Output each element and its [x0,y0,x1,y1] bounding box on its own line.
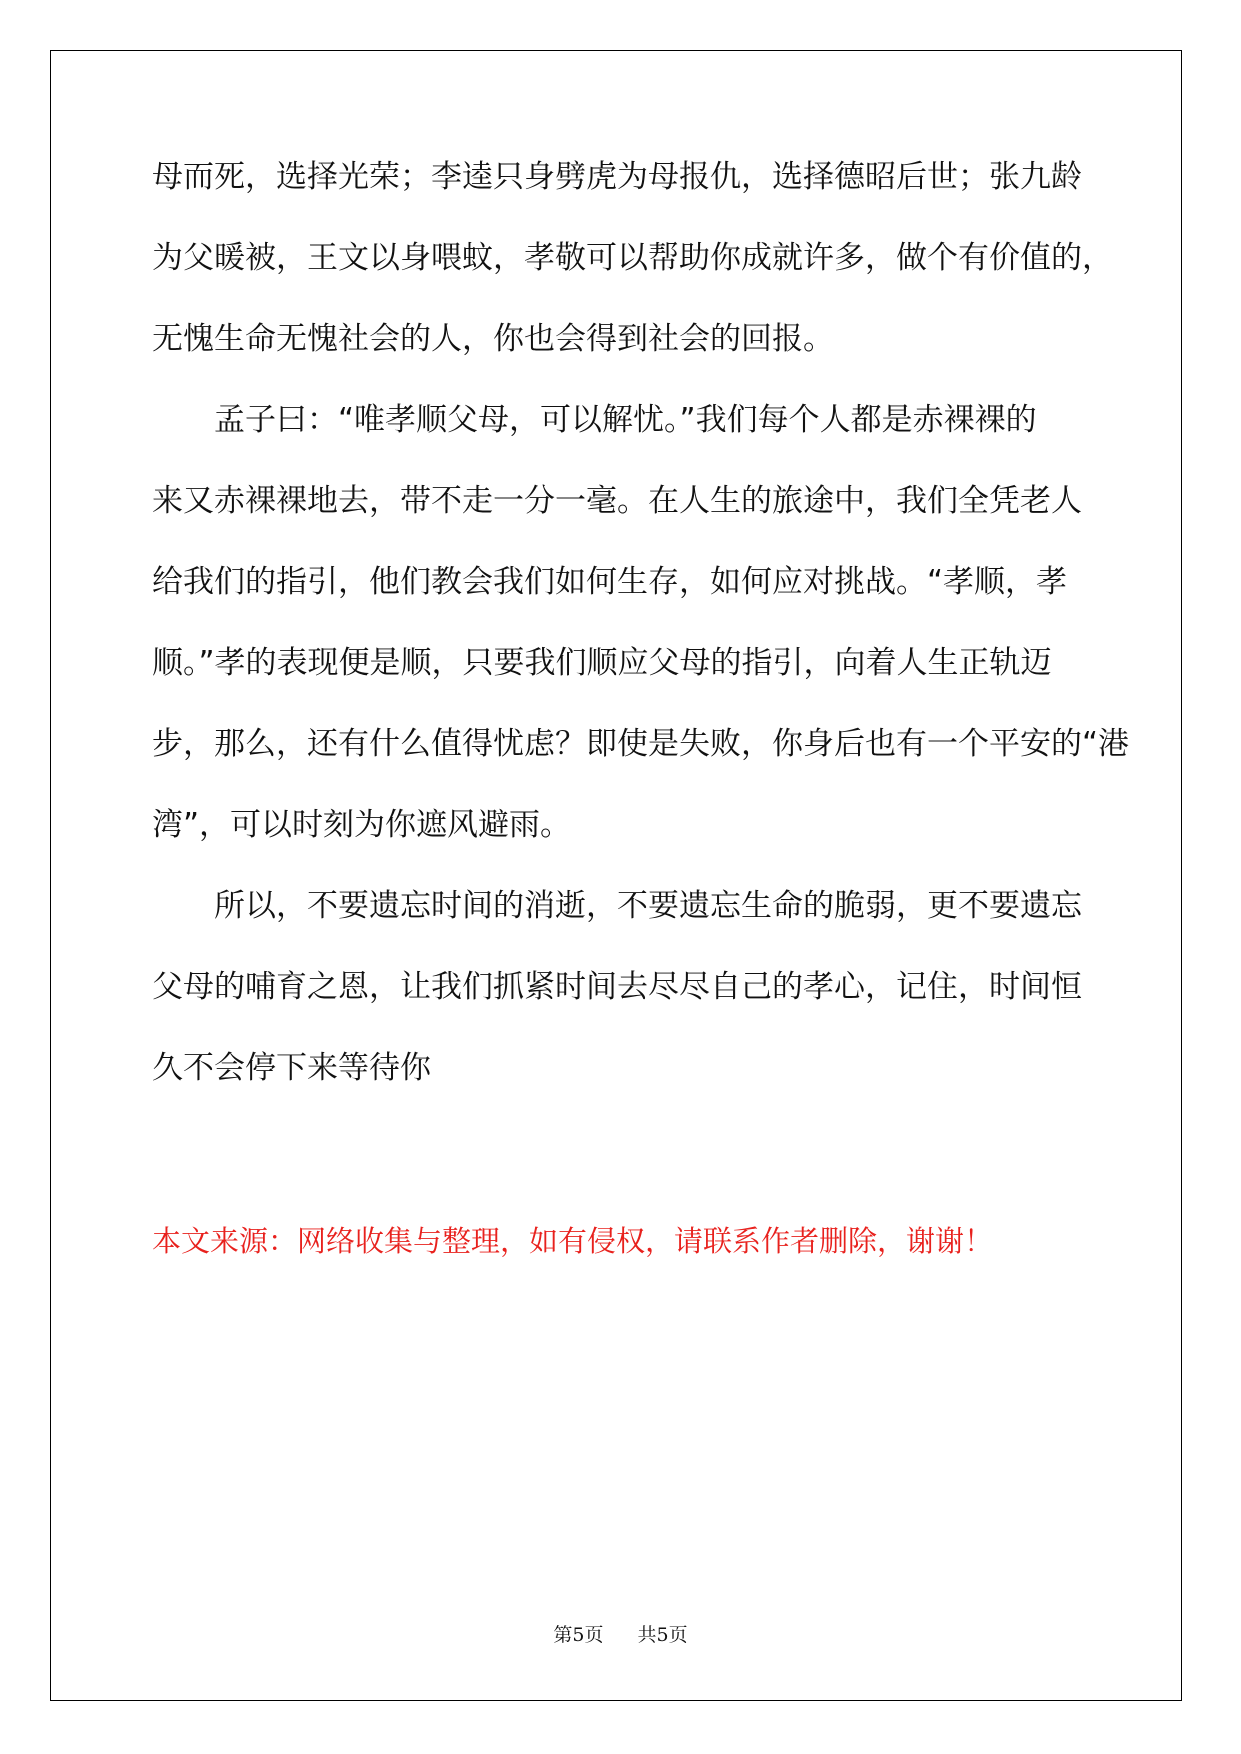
source-note: 本文来源：网络收集与整理，如有侵权，请联系作者删除，谢谢！ [152,1224,994,1258]
text-line: 湾”，可以时刻为你遮风避雨。 [152,807,572,843]
text-line: 步，那么，还有什么值得忧虑？即使是失败，你身后也有一个平安的“港 [152,726,1130,762]
page-number-current: 第5页 [553,1624,604,1646]
text-line: 顺。”孝的表现便是顺，只要我们顺应父母的指引，向着人生正轨迈 [152,645,1052,681]
text-line: 给我们的指引，他们教会我们如何生存，如何应对挑战。“孝顺，孝 [152,564,1068,600]
paragraph-start-line: 所以，不要遗忘时间的消逝，不要遗忘生命的脆弱，更不要遗忘 [214,888,1082,924]
text-line: 为父暖被，王文以身喂蚊，孝敬可以帮助你成就许多，做个有价值的， [152,240,1113,276]
text-line: 来又赤裸裸地去，带不走一分一毫。在人生的旅途中，我们全凭老人 [152,483,1082,519]
text-line: 无愧生命无愧社会的人，你也会得到社会的回报。 [152,321,834,357]
text-line: 父母的哺育之恩，让我们抓紧时间去尽尽自己的孝心，记住，时间恒 [152,969,1082,1005]
page-footer [0,1620,1241,1647]
document-body [152,159,1130,1132]
text-line: 久不会停下来等待你 [152,1050,431,1086]
paragraph-start-line: 孟子曰：“唯孝顺父母，可以解忧。”我们每个人都是赤裸裸的 [214,402,1037,438]
page-number-total: 共5页 [637,1624,688,1646]
text-line: 母而死，选择光荣；李逵只身劈虎为母报仇，选择德昭后世；张九龄 [152,159,1082,195]
